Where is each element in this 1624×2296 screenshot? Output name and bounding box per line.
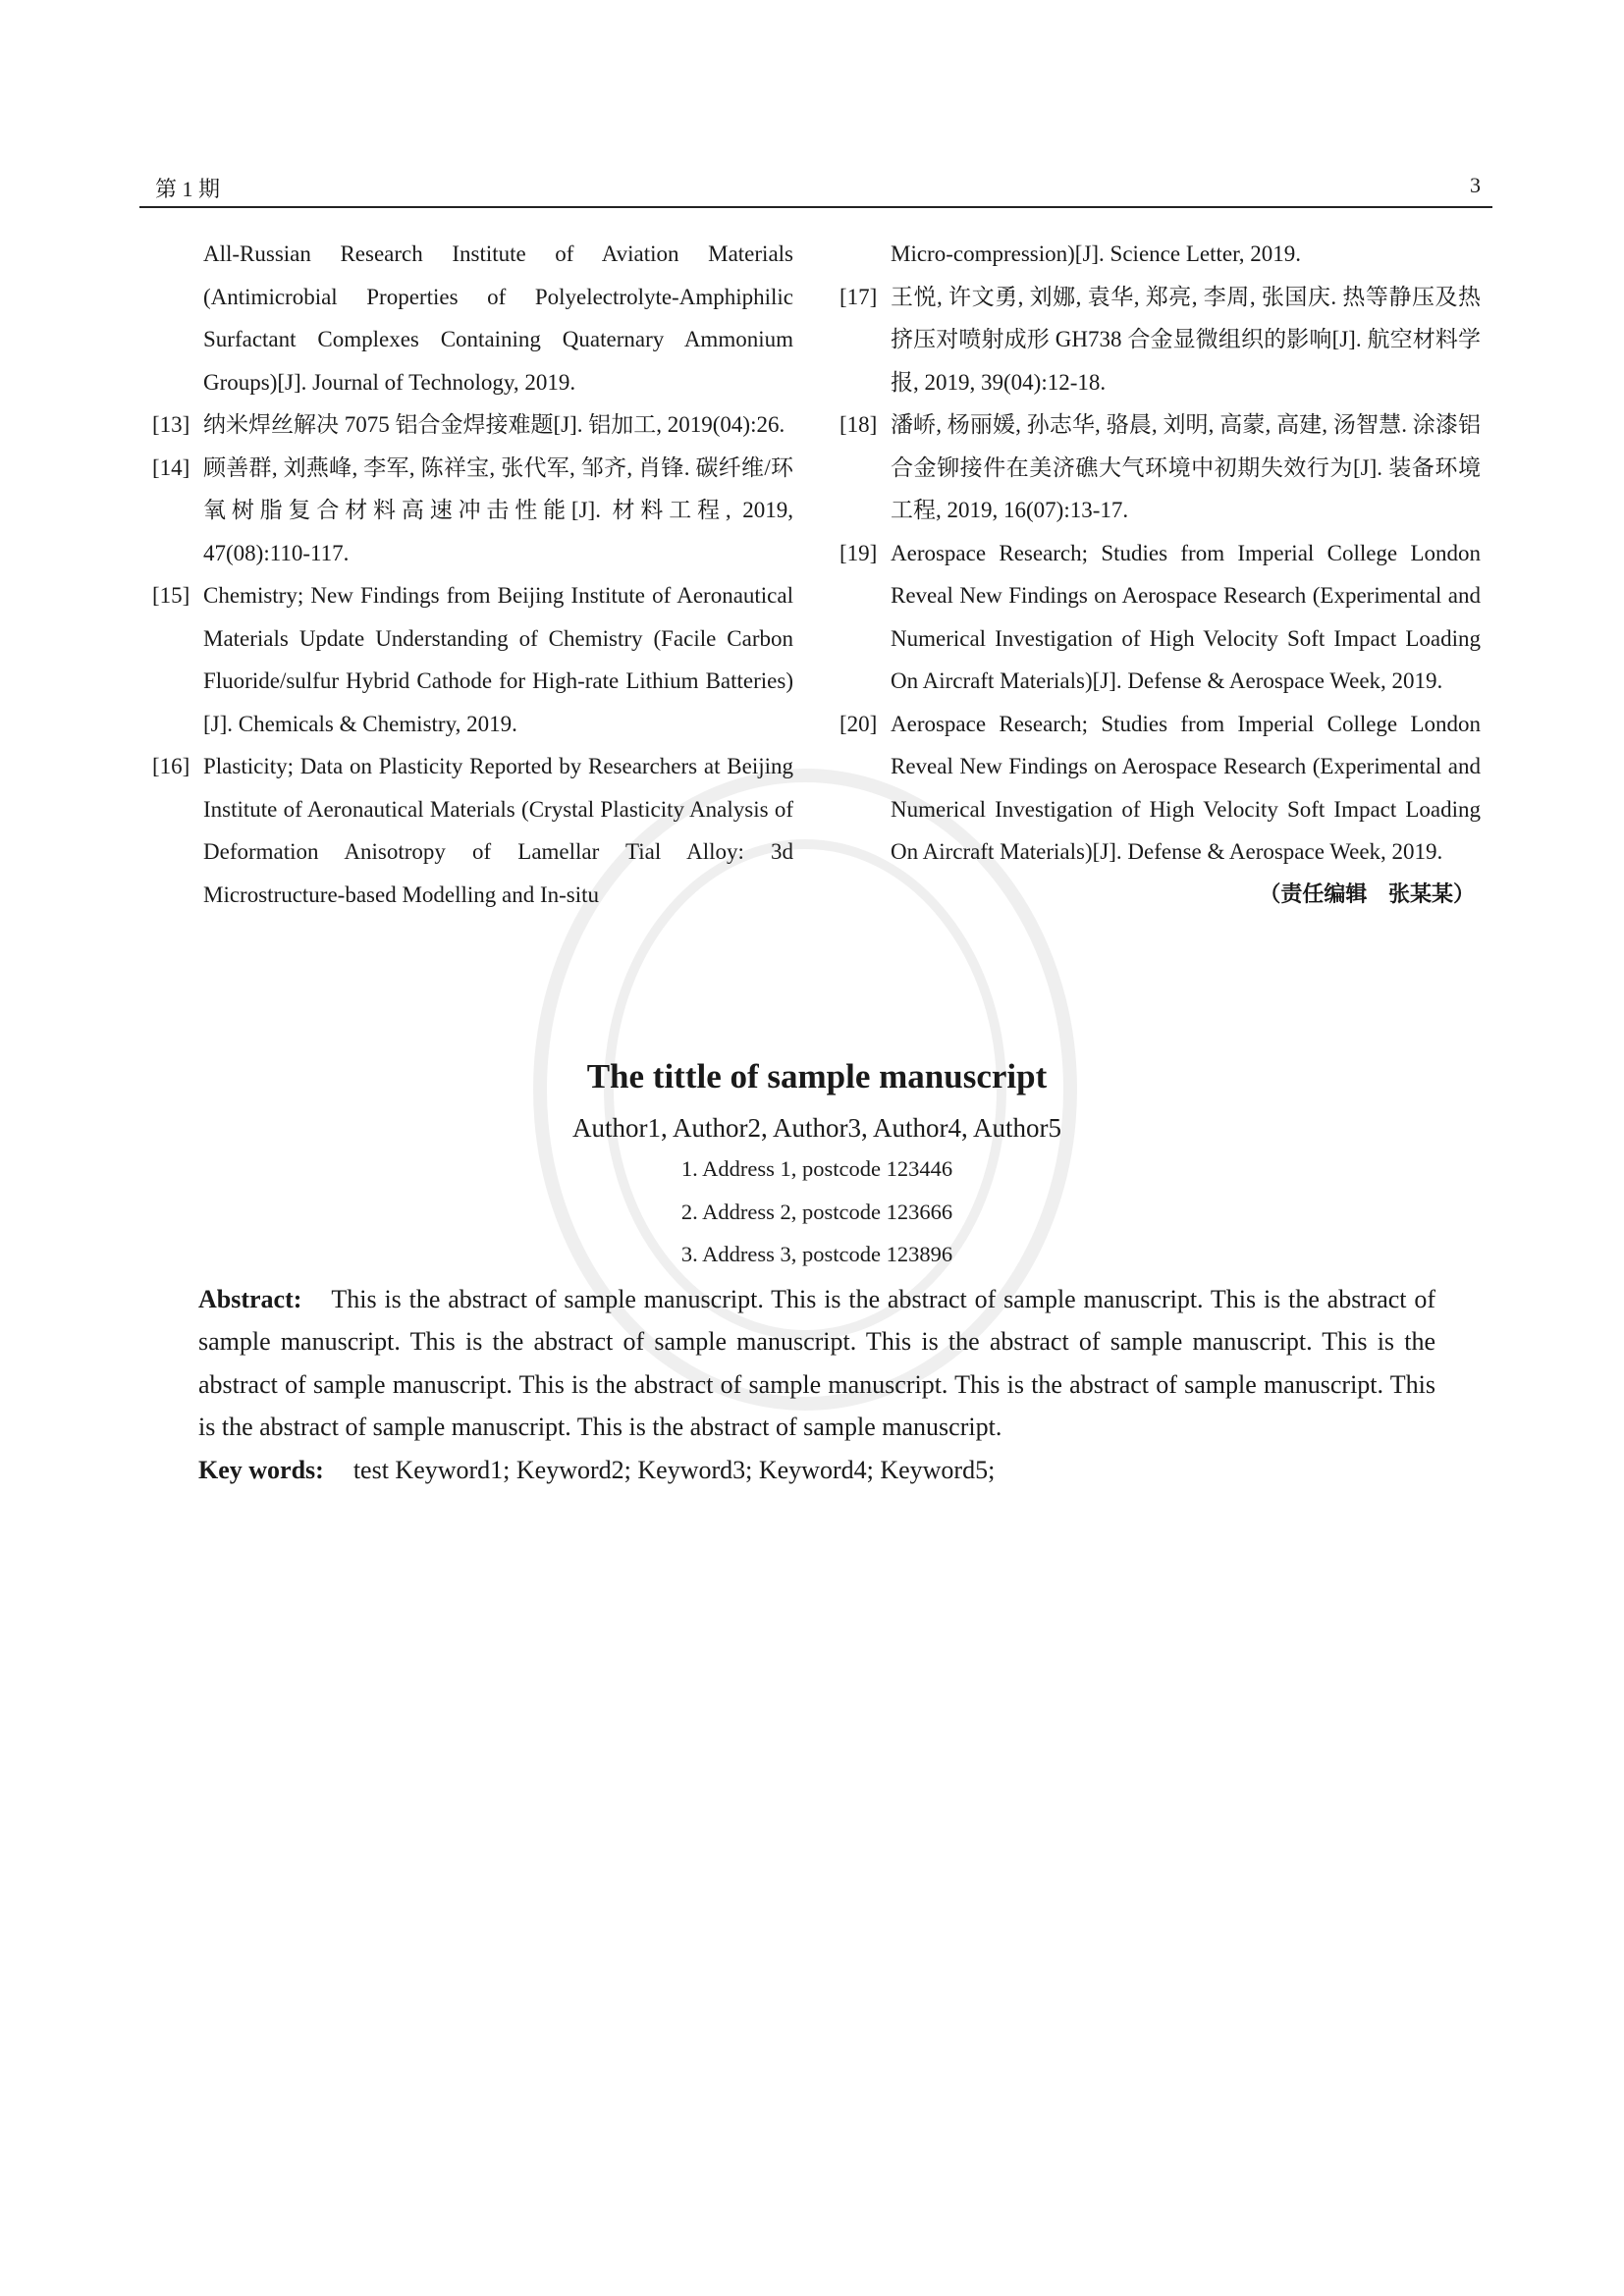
reference-item [839,532,1481,703]
affiliation-address: 1. Address 1, postcode 123446 [680,1156,953,1181]
abstract-label: Abstract: [198,1284,302,1313]
author-list: Author1, Author2, Author3, Author4, Author5 [572,1113,1061,1143]
reference-number: [16] [152,754,190,778]
reference-number: [20] [839,711,878,736]
reference-text: Chemistry; New Findings from Beijing Institute of Aeronautical Materials Update Understanding of Chemistry (Facile Carbon Fluoride/sulfur Hybrid Cathode for High-rate Lithium Batteries)[J]. Chemicals & Chemistry, 2019. [203,583,793,736]
journal-issue: 第 1 期 [155,177,221,201]
reference-item [152,447,793,575]
reference-item [152,745,793,916]
abstract [198,1278,1435,1449]
reference-text: Aerospace Research; Studies from Imperial College London Reveal New Findings on Aerospace Research (Experimental and Numerical Investigation of High Velocity Soft Impact Loading On Aircraft Materials)[J]. Defense & Aerospace Week, 2019. [891,540,1481,693]
keywords [198,1449,1435,1492]
editor-note: （责任编辑 张某某） [1259,881,1475,907]
reference-number: [13] [152,412,190,437]
reference-item [152,574,793,745]
manuscript-title: The tittle of sample manuscript [586,1057,1048,1095]
reference-number: [19] [839,540,878,565]
reference-column-left [152,233,793,916]
reference-item [152,403,793,447]
affiliation-address: 3. Address 3, postcode 123896 [680,1242,953,1266]
reference-column-right [839,233,1481,916]
reference-text: Plasticity; Data on Plasticity Reported by Researchers at Beijing Institute of Aeronautical Materials (Crystal Plasticity Analysis of Deformation Anisotropy of Lamellar Tial Alloy: 3d Microstructure-based Modelling and In-situ [203,754,793,907]
reference-text: Micro-compression)[J]. Science Letter, 2019. [891,241,1302,266]
reference-text: All-Russian Research Institute of Aviation Materials (Antimicrobial Properties of Polyelectrolyte-Amphiphilic Surfactant Complexes Containing Quaternary Ammonium Groups)[J]. Journal of Technology, 2019. [203,241,793,395]
keywords-text: test Keyword1; Keyword2; Keyword3; Keyword4; Keyword5; [352,1455,996,1484]
reference-text: 王悦, 许文勇, 刘娜, 袁华, 郑亮, 李周, 张国庆. 热等静压及热挤压对喷射成形 GH738 合金显微组织的影响[J]. 航空材料学报, 2019, 39(04):12-18. [891,284,1481,395]
reference-item [839,276,1481,404]
running-header [139,167,1492,208]
affiliation-address: 2. Address 2, postcode 123666 [680,1199,953,1224]
page-number: 3 [1470,173,1481,197]
manuscript-block [198,1045,1435,1491]
reference-number: [14] [152,454,190,480]
reference-number: [18] [839,412,878,437]
reference-text: 潘峤, 杨丽媛, 孙志华, 骆晨, 刘明, 高蒙, 高建, 汤智慧. 涂漆铝合金铆接件在美济礁大气环境中初期失效行为[J]. 装备环境工程, 2019, 16(07):13-17. [891,412,1481,522]
reference-item [839,403,1481,532]
reference-item [839,233,1481,276]
reference-number: [15] [152,583,190,608]
reference-text: 顾善群, 刘燕峰, 李军, 陈祥宝, 张代军, 邹齐, 肖锋. 碳纤维/环氧树脂复合材料高速冲击性能[J]. 材料工程, 2019, 47(08):110-117. [203,454,793,565]
reference-item [839,703,1481,874]
keywords-label: Key words: [198,1455,324,1484]
reference-text: 纳米焊丝解决 7075 铝合金焊接难题[J]. 铝加工, 2019(04):26. [203,412,785,437]
reference-text: Aerospace Research; Studies from Imperial College London Reveal New Findings on Aerospace Research (Experimental and Numerical Investigation of High Velocity Soft Impact Loading On Aircraft Materials)[J]. Defense & Aerospace Week, 2019. [891,711,1481,864]
abstract-text: This is the abstract of sample manuscript. This is the abstract of sample manuscript. This is the abstract of sample manuscript. This is the abstract of sample manuscript. This is the abstract of sample manuscript. This is the abstract of sample manuscript. This is the abstract of sample manuscript. This is the abstract of sample manuscript. This is the abstract of sample manuscript. This is the abstract of sample manuscript. [198,1284,1435,1441]
reference-number: [17] [839,284,878,309]
reference-item [152,233,793,403]
